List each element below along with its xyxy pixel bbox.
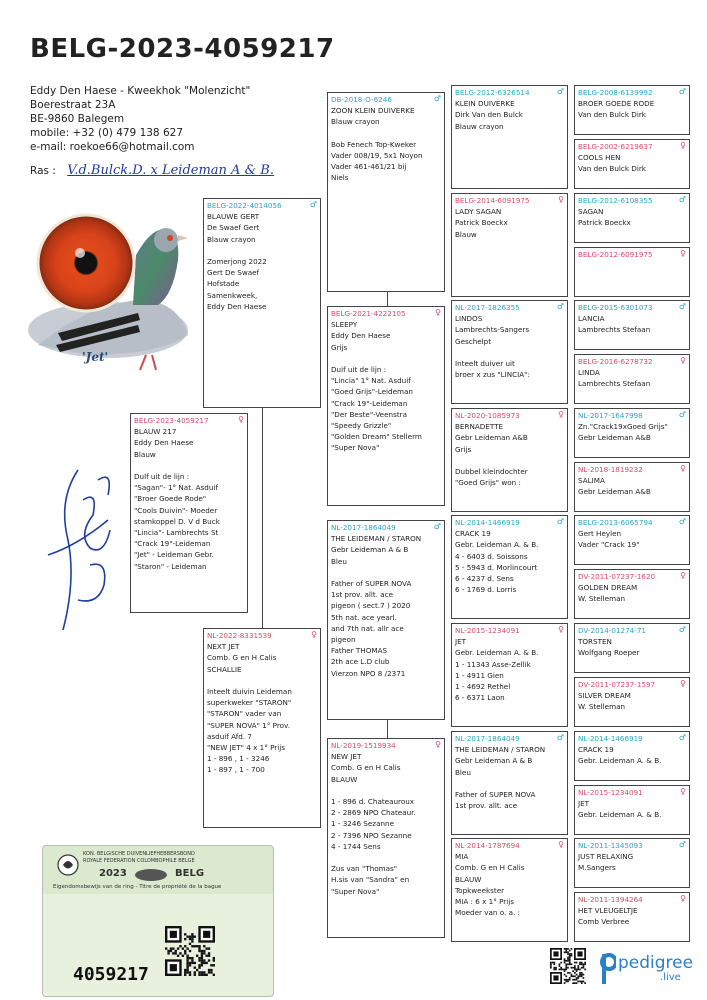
line-gap <box>331 353 441 364</box>
pedigree-text-line: Comb. G en H Calis <box>331 763 401 773</box>
pedigree-text-line: NEXT JET <box>207 642 240 652</box>
pedigree-text-line: Inteelt duiver uit <box>455 359 515 368</box>
sex-icon: ♀ <box>680 894 686 903</box>
sex-icon: ♀ <box>680 679 686 688</box>
sex-icon: ♂ <box>556 517 564 526</box>
ring-number: NL-2014-1466919 <box>455 518 520 527</box>
ring-number: NL-2017-1864049 <box>455 734 520 743</box>
pedigree-text-line: MIA : 6 x 1° Prijs <box>455 897 514 907</box>
ring-number: DV-2011-07237-1620 <box>578 572 656 581</box>
pedigree-text-line: stamkoppel D. V d Buck <box>134 516 220 526</box>
sex-icon: ♀ <box>680 571 686 580</box>
pedigree-text-line: pigeon <box>331 635 356 645</box>
sex-icon: ♀ <box>558 410 564 419</box>
pedigree-text-line: Father of SUPER NOVA <box>331 579 412 588</box>
ring-number: NL-2017-1647998 <box>578 411 643 420</box>
pedigree-text-line: LINDA <box>578 368 600 378</box>
pedigree-text-line: 1 - 3246 Sezanne <box>331 819 395 829</box>
card-ring-number: 4059217 <box>73 964 149 985</box>
pedigree-text-line: Vader 461-461/21 bij <box>331 162 407 172</box>
pedigree-text-line: Father of SUPER NOVA <box>455 790 536 799</box>
pedigree-gen4[interactable] <box>451 838 568 942</box>
pedigree-text-line: Moeder van o. a. : <box>455 908 520 918</box>
pedigree-text-line: Eddy Den Haese <box>134 438 194 448</box>
breed-label: Ras : <box>30 165 56 177</box>
pedigree-text-line: Comb. G en H Calis <box>207 653 277 663</box>
ring-number: NL-2011-1394264 <box>578 895 643 904</box>
pedigree-text-line: and 7th nat. allr ace <box>331 623 404 633</box>
ring-number: DV-2011-07237-1597 <box>578 680 656 689</box>
pedigree-gen5[interactable] <box>574 677 690 727</box>
ring-number: DV-2014-01274-71 <box>578 626 646 635</box>
pedigree-text-line: Gebr. Leideman A. & B. <box>578 810 662 820</box>
sex-icon: ♀ <box>311 630 317 639</box>
sex-icon: ♂ <box>433 94 441 103</box>
pedigree-text-line: Lambrechts Stefaan <box>578 379 651 389</box>
pedigree-text-line: BROER GOEDE RODE <box>578 99 655 109</box>
pedigree-gen4[interactable] <box>451 515 568 619</box>
pedigree-text-line: 6 - 4237 d. Sens <box>455 574 514 584</box>
pedigree-text-line: M.Sangers <box>578 863 616 873</box>
pedigree-text-line: Inteelt duivin Leideman <box>207 687 292 696</box>
pedigree-gen5[interactable] <box>574 462 690 512</box>
pedigree-text-line: 6 - 6371 Laon <box>455 693 505 703</box>
ring-number: NL-2014-1466919 <box>578 734 643 743</box>
pedigree-gen3[interactable] <box>327 92 445 292</box>
pedigree-text-line: 4 - 6403 d. Soissons <box>455 551 528 561</box>
pedigree-text-line: Eddy Den Haese <box>207 301 267 311</box>
ring-number: BELG-2021-4222105 <box>331 309 406 318</box>
pedigree-text-line: W. Stelleman <box>578 594 626 604</box>
pedigree-text-line: 2 - 2869 NPO Chateaur. <box>331 808 416 818</box>
pedigree-text-line: broer x zus "LINCIA": <box>455 370 530 380</box>
owner-mobile: mobile: +32 (0) 479 138 627 <box>30 127 183 139</box>
pedigree-text-line: Grijs <box>455 444 472 454</box>
pedigree-text-line: Gebr. Leideman A. & B. <box>578 756 662 766</box>
pedigree-text-line: Gert Heylen <box>578 529 622 539</box>
pedigree-gen5[interactable] <box>574 892 690 942</box>
pedigree-text-line: Gebr Leideman A&B <box>578 487 651 497</box>
line-gap <box>207 245 317 256</box>
pedigree-text-line: GOLDEN DREAM <box>578 583 638 593</box>
pedigree-text-line: SCHALLIE <box>207 664 242 674</box>
pedigree-gen4[interactable] <box>451 300 568 404</box>
sex-icon: ♂ <box>678 87 686 96</box>
qr-code-icon <box>165 926 215 976</box>
line-gap <box>455 455 564 466</box>
pedigree-text-line: Eddy Den Haese <box>331 331 391 341</box>
pedigree-text-line: Vader 008/19, 5x1 Noyon <box>331 151 423 160</box>
sex-icon: ♀ <box>435 308 441 317</box>
pedigree-text-line: Gebr Leideman A&B <box>578 433 651 443</box>
pedigree-text-line: Geschelpt <box>455 336 492 346</box>
ring-number: NL-2019-1519934 <box>331 741 396 750</box>
ring-ownership-card <box>42 845 274 997</box>
ring-number: DB-2018-O-6246 <box>331 95 392 104</box>
sex-icon: ♂ <box>678 733 686 742</box>
pedigree-text-line: 1 - 11343 Asse-Zellik <box>455 659 531 669</box>
pedigree-logo-icon <box>600 950 616 986</box>
pedigree-gen5[interactable] <box>574 515 690 565</box>
pedigree-gen5[interactable] <box>574 785 690 835</box>
pedigree-text-line: MIA <box>455 852 469 862</box>
sex-icon: ♀ <box>680 464 686 473</box>
pedigree-text-line: W. Stelleman <box>578 702 626 712</box>
pedigree-text-line: Vader "Crack 19" <box>578 540 640 550</box>
card-org-line: ROYALE FEDERATION COLOMBOPHILE BELGE <box>83 858 195 864</box>
pedigree-text-line: JUST RELAXING <box>578 852 634 862</box>
pedigree-gen4[interactable] <box>451 731 568 835</box>
pedigree-text-line: "STARON" vader van <box>207 709 282 719</box>
ring-number: BELG-2002-6219637 <box>578 142 653 151</box>
sex-icon: ♀ <box>435 740 441 749</box>
sex-icon: ♀ <box>558 625 564 634</box>
pedigree-text-line: Dirk Van den Bulck <box>455 110 523 120</box>
breed-line <box>30 163 274 178</box>
ring-number: BELG-2012-6091975 <box>578 250 653 259</box>
pedigree-text-line: Dulf uit de lijn : <box>134 472 190 481</box>
sex-icon: ♂ <box>678 410 686 419</box>
line-gap <box>331 567 441 578</box>
pedigree-text-line: Gebr Leideman A & B <box>331 545 409 555</box>
pedigree-gen5[interactable] <box>574 300 690 350</box>
sex-icon: ♂ <box>309 200 317 209</box>
pedigree-text-line: 5th nat. ace yearl. <box>331 612 397 622</box>
pedigree-text-line: Comb. G en H Calis <box>455 863 525 873</box>
pedigree-text-line: 1st prov. allt. ace <box>331 590 394 600</box>
sex-icon: ♀ <box>238 415 244 424</box>
sex-icon: ♂ <box>433 522 441 531</box>
pedigree-text-line: JET <box>455 637 467 647</box>
qr-code-icon <box>550 948 586 984</box>
pedigree-text-line: LINDOS <box>455 314 483 324</box>
pedigree-gen4[interactable] <box>451 623 568 727</box>
owner-name: Eddy Den Haese - Kweekhok "Molenzicht" <box>30 85 251 97</box>
sex-icon: ♀ <box>680 249 686 258</box>
pedigree-text-line: "Speedy Grizzle" <box>331 421 392 431</box>
pedigree-text-line: "NEW JET" 4 x 1° Prijs <box>207 743 286 753</box>
pedigree-gen3[interactable] <box>327 738 445 938</box>
pedigree-text-line: asduif Afd. 7 <box>207 731 252 741</box>
pedigree-gen4[interactable] <box>451 85 568 189</box>
ring-number: BELG-2012-6326514 <box>455 88 530 97</box>
pedigree-dam[interactable] <box>203 628 321 828</box>
pedigree-text-line: THE LEIDEMAN / STARON <box>331 534 422 544</box>
ring-number: NL-2020-1085973 <box>455 411 520 420</box>
card-org-line: KON. BELGISCHE DUIVENLIEFHEBBERSBOND <box>83 851 195 857</box>
pedigree-text-line: Van den Bulck Dirk <box>578 110 646 120</box>
pedigree-gen5[interactable] <box>574 139 690 189</box>
pedigree-text-line: "Der Beste"-Veenstra <box>331 409 407 419</box>
sex-icon: ♀ <box>680 356 686 365</box>
pedigree-text-line: superkweker "STARON" <box>207 698 292 708</box>
line-gap <box>331 785 441 796</box>
sex-icon: ♂ <box>678 195 686 204</box>
brand-name: pedigree <box>618 953 694 973</box>
pedigree-text-line: Bleu <box>331 556 347 566</box>
pedigree-text-line: Gebr Leideman A & B <box>455 756 533 766</box>
owner-street: Boerestraat 23A <box>30 99 116 111</box>
pedigree-text-line: Van den Bulck Dirk <box>578 164 646 174</box>
pedigree-text-line: 5 - 5943 d. Morlincourt <box>455 562 538 572</box>
pedigree-text-line: BERNADETTE <box>455 422 504 432</box>
sex-icon: ♀ <box>680 141 686 150</box>
pedigree-gen5[interactable] <box>574 247 690 297</box>
owner-block <box>30 84 250 154</box>
pedigree-text-line: Patrick Boeckx <box>578 218 631 228</box>
pedigree-text-line: "Broer Goede Rode" <box>134 494 207 504</box>
pedigree-text-line: "Goed Grijs" won : <box>455 478 521 488</box>
sex-icon: ♂ <box>556 302 564 311</box>
pedigree-text-line: Dubbel kleindochter <box>455 467 528 476</box>
pedigree-text-line: Samenkweek, <box>207 290 258 300</box>
pedigree-gen5[interactable] <box>574 85 690 135</box>
pedigree-subject[interactable] <box>130 413 248 613</box>
ring-number: NL-2022-8331539 <box>207 631 272 640</box>
pedigree-text-line: BLAUW <box>455 874 482 884</box>
pedigree-text-line: Lambrechts-Sangers <box>455 325 530 335</box>
pedigree-text-line: THE LEIDEMAN / STARON <box>455 745 546 755</box>
pedigree-text-line: Blauw crayon <box>455 121 504 131</box>
pedigree-text-line: Gebr. Leideman A. & B. <box>455 648 539 658</box>
pedigree-text-line: 6 - 1769 d. Lorris <box>455 585 517 595</box>
pedigree-gen3[interactable] <box>327 306 445 506</box>
pedigree-text-line: 1 - 897 , 1 - 700 <box>207 765 265 775</box>
pedigree-text-line: SALIMA <box>578 476 605 486</box>
pedigree-text-line: Niels <box>331 173 349 183</box>
pedigree-text-line: 2th ace L.D club <box>331 657 390 667</box>
pedigree-sire[interactable] <box>203 198 321 408</box>
pedigree-text-line: Lambrechts Stefaan <box>578 325 651 335</box>
pedigree-text-line: Comb Verbree <box>578 917 630 927</box>
pedigree-text-line: "Super Nova" <box>331 886 380 896</box>
pedigree-text-line: LANCIA <box>578 314 605 324</box>
pigeon-photo <box>28 205 198 375</box>
brand-suffix: .live <box>660 972 681 983</box>
pedigree-text-line: 1st prov. allt. ace <box>455 801 518 811</box>
pedigree-gen4[interactable] <box>451 193 568 297</box>
ring-number: BELG-2022-4014056 <box>207 201 282 210</box>
ring-number: BELG-2014-6091975 <box>455 196 530 205</box>
sex-icon: ♂ <box>678 840 686 849</box>
pedigree-text-line: De Swaef Gert <box>207 223 260 233</box>
pedigree-text-line: 1 - 896 , 1 - 3246 <box>207 754 270 764</box>
pedigree-text-line: "Super Nova" <box>331 443 380 453</box>
federation-logo-icon <box>57 852 79 878</box>
pedigree-text-line: "Staron" - Leideman <box>134 561 207 571</box>
owner-email: e-mail: roekoe66@hotmail.com <box>30 141 195 153</box>
ring-number: NL-2017-1864049 <box>331 523 396 532</box>
pedigree-text-line: JET <box>578 799 590 809</box>
pedigree-gen3[interactable] <box>327 520 445 720</box>
pedigree-text-line: SILVER DREAM <box>578 691 631 701</box>
pedigree-text-line: Blauw <box>455 229 477 239</box>
pedigree-text-line: Zomerjong 2022 <box>207 257 267 266</box>
ring-number: NL-2015-1234091 <box>578 788 643 797</box>
pedigree-text-line: 1 - 896 d. Chateauroux <box>331 797 415 806</box>
pedigree-text-line: "Cools Duivin"- Moeder <box>134 505 218 515</box>
card-country: BELG <box>175 868 205 879</box>
ring-number: BELG-2016-6278732 <box>578 357 653 366</box>
pedigree-text-line: "Lincia" 1° Nat. Asduif <box>331 376 411 386</box>
pedigree-text-line: "Crack 19"-Leideman <box>331 398 408 408</box>
pedigree-text-line: Gebr. Leideman A. & B. <box>455 540 539 550</box>
pedigree-text-line: 2 - 7396 NPO Sezanne <box>331 830 412 840</box>
sex-icon: ♂ <box>678 302 686 311</box>
pedigree-text-line: Blauw crayon <box>331 117 380 127</box>
sex-icon: ♀ <box>680 787 686 796</box>
sex-icon: ♂ <box>556 733 564 742</box>
ring-number: NL-2017-1826355 <box>455 303 520 312</box>
pedigree-text-line: pigeon ( sect.7 ) 2020 <box>331 601 411 611</box>
pedigree-text-line: Blauw <box>134 449 156 459</box>
pedigree-text-line: Patrick Boeckx <box>455 218 508 228</box>
ring-number: BELG-2015-6301073 <box>578 303 653 312</box>
ring-number: NL-2014-1787694 <box>455 841 520 850</box>
pedigree-text-line: Bleu <box>455 767 471 777</box>
pedigree-text-line: 4 - 1744 Sens <box>331 841 381 851</box>
ring-number: NL-2015-1234091 <box>455 626 520 635</box>
pedigree-text-line: Zus van "Thomas" <box>331 864 398 874</box>
pedigree-text-line: "Goed Grijs"-Leideman <box>331 387 413 397</box>
pedigree-text-line: Zn."Crack19xGoed Grijs" <box>578 422 668 432</box>
pedigree-text-line: SAGAN <box>578 207 604 217</box>
pedigree-text-line: KLEIN DUIVERKE <box>455 99 515 109</box>
sex-icon: ♂ <box>678 517 686 526</box>
pedigree-text-line: NEW JET <box>331 752 362 762</box>
pedigree-gen5[interactable] <box>574 193 690 243</box>
pedigree-text-line: Duif uit de lijn : <box>331 365 387 374</box>
pedigree-text-line: ZOON KLEIN DUIVERKE <box>331 106 415 116</box>
signature-graphic <box>38 460 123 640</box>
pedigree-text-line: Vierzon NPO 8 /2371 <box>331 668 406 678</box>
card-year: 2023 <box>99 868 127 879</box>
pedigree-gen5[interactable] <box>574 354 690 404</box>
pedigree-gen5[interactable] <box>574 838 690 888</box>
pedigree-text-line: Gebr Leideman A&B <box>455 433 528 443</box>
ring-number: BELG-2012-6108355 <box>578 196 653 205</box>
pedigree-text-line: "Lincia"- Lambrechts St <box>134 528 219 538</box>
pedigree-text-line: HET VLEUGELTJE <box>578 906 638 916</box>
pedigree-text-line: Hofstade <box>207 279 240 289</box>
pedigree-text-line: Topkweekster <box>455 885 505 895</box>
pedigree-gen5[interactable] <box>574 623 690 673</box>
pedigree-text-line: Wolfgang Roeper <box>578 648 640 658</box>
pedigree-gen4[interactable] <box>451 408 568 512</box>
pedigree-gen5[interactable] <box>574 408 690 458</box>
card-org <box>83 851 195 865</box>
pedigree-text-line: Father THOMAS <box>331 646 388 656</box>
pedigree-text-line: BLAUWE GERT <box>207 212 260 222</box>
pedigree-text-line: Grijs <box>331 342 348 352</box>
page-title: BELG-2023-4059217 <box>30 34 335 64</box>
pedigree-text-line: "Sagan"- 1° Nat. Asduif <box>134 483 218 493</box>
line-gap <box>207 675 317 686</box>
pedigree-text-line: "Jet" - Leideman Gebr. <box>134 550 214 560</box>
pedigree-text-line: TORSTEN <box>578 637 612 647</box>
owner-city: BE-9860 Balegem <box>30 113 125 125</box>
pedigree-text-line: 1 - 4692 Rethel <box>455 682 511 692</box>
breed-value: V.d.Bulck.D. x Leideman A & B. <box>67 163 274 178</box>
line-gap <box>455 347 564 358</box>
sex-icon: ♀ <box>558 840 564 849</box>
ring-number: BELG-2023-4059217 <box>134 416 209 425</box>
pedigree-gen5[interactable] <box>574 569 690 619</box>
pedigree-text-line: BLAUW <box>331 774 358 784</box>
ring-number: NL-2011-1345093 <box>578 841 643 850</box>
line-gap <box>134 460 244 471</box>
line-gap <box>331 128 441 139</box>
pedigree-text-line: CRACK 19 <box>455 529 491 539</box>
sex-icon: ♂ <box>678 625 686 634</box>
ring-number: BELG-2013-6065794 <box>578 518 653 527</box>
ring-number: BELG-2008-6139992 <box>578 88 653 97</box>
sex-icon: ♂ <box>556 87 564 96</box>
pedigree-gen5[interactable] <box>574 731 690 781</box>
pedigree-text-line: SLEEPY <box>331 320 358 330</box>
sex-icon: ♀ <box>558 195 564 204</box>
pedigree-text-line: CRACK 19 <box>578 745 614 755</box>
pedigree-text-line: BLAUW 217 <box>134 427 177 437</box>
line-gap <box>455 778 564 789</box>
photo-caption: 'Jet' <box>82 350 109 364</box>
pedigree-text-line: "Golden Dream" Stellerm <box>331 432 422 442</box>
pedigree-text-line: LADY SAGAN <box>455 207 502 217</box>
pedigree-text-line: Gert De Swaef <box>207 268 260 278</box>
pedigree-text-line: Blauw crayon <box>207 234 256 244</box>
pedigree-text-line: Bob Fenech Top-Kweker <box>331 139 417 149</box>
pedigree-text-line: H.sis van "Sandra" en <box>331 875 410 885</box>
line-gap <box>331 852 441 863</box>
ring-number: NL-2018-1819232 <box>578 465 643 474</box>
pedigree-text-line: 1 - 4911 Gien <box>455 670 504 680</box>
card-description: Eigendomsbewijs van de ring - Titre de propriété de la bague <box>53 884 222 890</box>
pigeon-emblem-icon <box>131 866 171 882</box>
pedigree-text-line: COOLS HEN <box>578 153 621 163</box>
pedigree-text-line: "SUPER NOVA" 1° Prov. <box>207 720 290 730</box>
pedigree-text-line: "Crack 19"-Leideman <box>134 539 211 549</box>
